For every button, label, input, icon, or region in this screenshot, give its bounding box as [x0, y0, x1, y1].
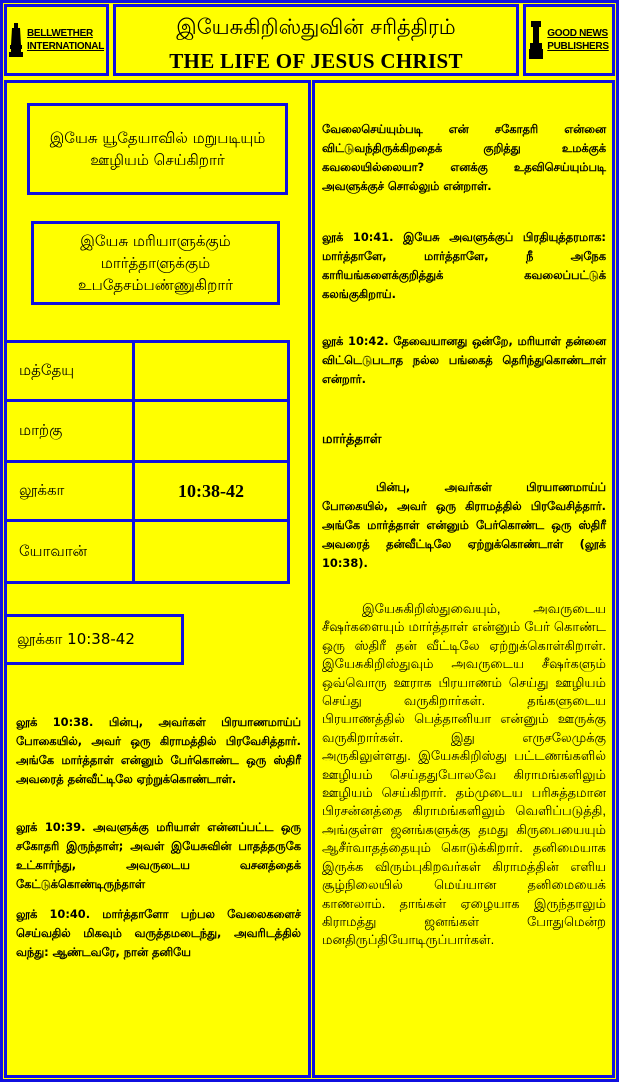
martha-heading: மார்த்தாள் — [322, 432, 382, 447]
verse-10-39: லூக் 10:39. அவளுக்கு மரியாள் என்னப்பட்ட ஒரு சகோதரி இருந்தாள்; அவள் இயேசுவின் பாதத்தருகே உட்கார்ந்து, அவருடைய வசனத்தைக் கேட்டுக்கொண்டிருந்தாள் — [16, 820, 301, 891]
martha-intro: பின்பு, அவர்கள் பிரயாணமாய்ப் போகையில், அவர் ஒரு கிராமத்தில் பிரவேசித்தார். அங்கே மார்த்தாள் என்னும் பேர்கொண்ட ஒரு ஸ்திரீ அவரைத் தன்வீட்டிலே ஏற்றுக்கொண்டாள் (லூக் 10:38). — [322, 480, 606, 570]
reference-title: லூக்கா 10:38-42 — [4, 614, 184, 665]
gospel-ref-luke: 10:38-42 — [132, 460, 290, 522]
gospel-ref-mark — [132, 399, 290, 463]
title-english: THE LIFE OF JESUS CHRIST — [169, 49, 463, 73]
verse-10-42: லூக் 10:42. தேவையானது ஒன்றே, மரியாள் தன்னை விட்டெடுபடாத நல்ல பங்கைத் தெரிந்துகொண்டாள் என்றார். — [322, 334, 606, 386]
gospel-name-matthew: மத்தேயு — [4, 340, 135, 402]
right-logo-text: GOOD NEWS PUBLISHERS — [547, 28, 609, 52]
gospel-ref-john — [132, 519, 290, 584]
left-logo-text: BELLWETHER INTERNATIONAL — [26, 28, 105, 52]
verse-10-38: லூக் 10:38. பின்பு, அவர்கள் பிரயாணமாய்ப் போகையில், அவர் ஒரு கிராமத்தில் பிரவேசித்தார். அங்கே மார்த்தாள் என்னும் பேர்கொண்ட ஒரு ஸ்திரீ அவரைத் தன்வீட்டிலே ஏற்றுக்கொண்டாள். — [16, 715, 301, 786]
title-box — [113, 4, 519, 76]
commentary: இயேசுகிறிஸ்துவையும், அவருடைய சீஷர்களையும் மார்த்தாள் என்னும் பேர் கொண்ட ஒரு ஸ்திரீ தன் வீட்டிலே ஏற்றுக்கொள்கிறாள். இயேசுகிறிஸ்துவும் அவருடைய சீஷர்களும் ஒவ்வொரு ஊராக பிரயாணம் செய்து ஊழியம் செய்து வருகிறார்கள். தங்களுடைய பிரயாணத்தில் பெத்தானியா என்னும் ஊருக்கு வருகிறார்கள். இது எருசலேமுக்கு அருகிலுள்ளது. இயேசுகிறிஸ்து பட்டணங்களில் ஊழியம் செய்ததுபோலவே கிராமங்களிலும் ஊழியம் செய்கிறார். தம்முடைய பரிசுத்தமான பிரசன்னத்தை கிராமங்களிலும் வெளிப்படுத்தி, அங்குள்ள ஜனங்களுக்கு தமது கிருபையையும் ஆசீர்வாதத்தையும் கொடுக்கிறார். தனிமையாக இருக்க விரும்புகிறவர்கள் கிராமத்தின் எளிய சூழ்நிலையில் மெய்யான தனிமையைக் காணலாம். தாங்கள் ஏழையாக இருந்தாலும் கிராமத்து ஜனங்கள் போதுமென்ற மனதிருப்தியோடிருப்பார்கள். — [322, 601, 606, 948]
gospel-name-john: யோவான் — [4, 519, 135, 584]
section-title-1: இயேசு யூதேயாவில் மறுபடியும் ஊழியம் செய்கிறார் — [27, 103, 288, 195]
left-logo-box — [4, 4, 109, 76]
title-tamil: இயேசுகிறிஸ்துவின் சரித்திரம் — [176, 15, 456, 39]
right-logo-box — [523, 4, 615, 76]
gospel-ref-matthew — [132, 340, 290, 402]
bellwether-icon — [9, 23, 23, 57]
gospel-name-luke: லூக்கா — [4, 460, 135, 522]
gospel-name-mark: மாற்கு — [4, 399, 135, 463]
verse-10-41: லூக் 10:41. இயேசு அவளுக்குப் பிரதியுத்தரமாக: மார்த்தாளே, மார்த்தாளே, நீ அநேக காரியங்களைக்குறித்துக் கவலைப்பட்டுக் கலங்குகிறாய். — [322, 230, 606, 301]
verse-10-40: லூக் 10:40. மார்த்தாளோ பற்பல வேலைகளைச் செய்வதில் மிகவும் வருத்தமடைந்து, அவரிடத்தில் வந்து: ஆண்டவரே, நான் தனியே — [16, 907, 301, 959]
book-icon — [529, 21, 543, 59]
section-title-2: இயேசு மரியாளுக்கும் மார்த்தாளுக்கும் உபதேசம்பண்ணுகிறார் — [31, 221, 280, 305]
verse-10-40-cont: வேலைசெய்யும்படி என் சகோதரி என்னை விட்டுவந்திருக்கிறதைக் குறித்து உமக்குக் கவலையில்லையா? எனக்கு உதவிசெய்யும்படி அவளுக்குச் சொல்லும் என்றாள். — [322, 122, 606, 193]
